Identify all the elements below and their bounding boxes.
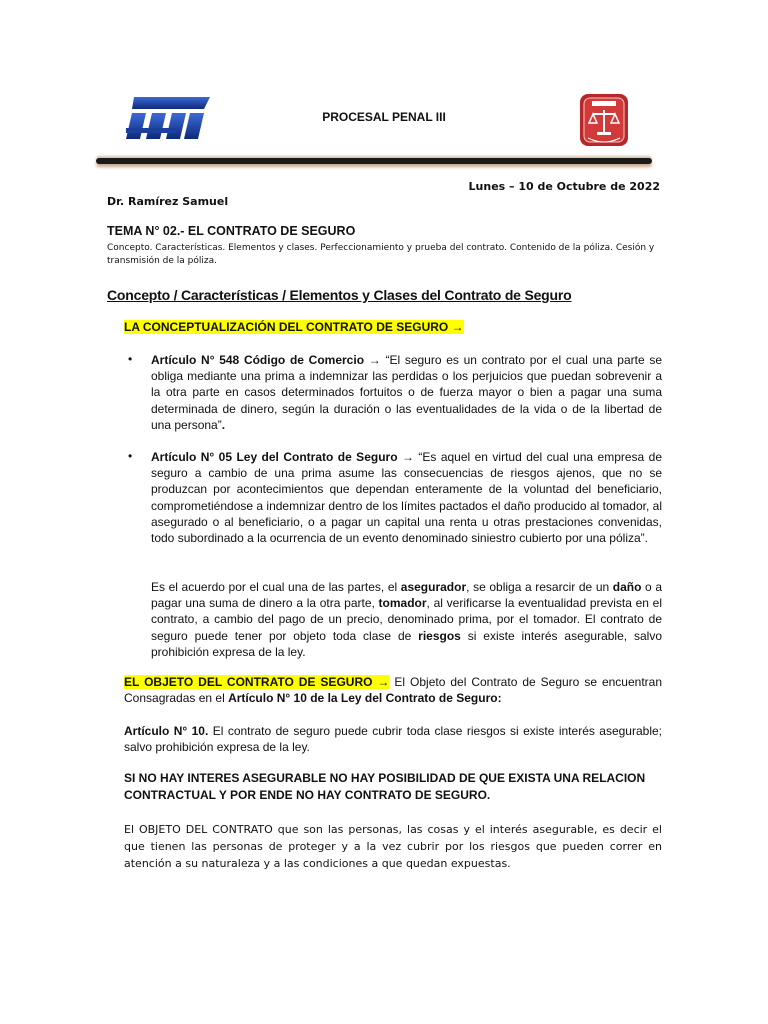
bold-term-riesgos: riesgos [418,628,461,643]
period: . [644,531,649,546]
bullet-dot: • [128,352,133,366]
definition-paragraph [151,579,662,660]
text-run: , al verificarse la eventualidad prevista en el contrato, a cambio del pago de un precio, denominado prima, por el tomador. El contrato de seguro puede tener por objeto toda clase de [151,596,662,643]
highlighted-heading: EL OBJETO DEL CONTRATO DE SEGURO → [124,675,390,689]
arrow-icon: → [397,450,419,464]
text-run: El contrato de seguro puede cubrir toda clase riesgos si existe interés asegurable; salvo prohibición expresa de la ley. [124,724,662,755]
article-reference: Artículo N° 548 Código de Comercio [151,353,365,367]
author-name: Dr. Ramírez Samuel [107,195,229,208]
article-reference: Artículo N° 10. [124,724,209,738]
emphasis-paragraph: SI NO HAY INTERES ASEGURABLE NO HAY POSIBILIDAD DE QUE EXISTA UNA RELACION CONTRACTUAL Y POR ENDE NO HAY CONTRATO DE SEGURO. [124,771,646,802]
highlighted-heading: LA CONCEPTUALIZACIÓN DEL CONTRATO DE SEGURO → [124,320,464,334]
article-10-paragraph [124,723,662,755]
document-date: Lunes – 10 de Octubre de 2022 [468,180,660,193]
bold-term-asegurador: asegurador [400,580,467,594]
period: . [221,417,226,432]
article-reference: Artículo N° 10 de la Ley del Contrato de Seguro: [228,691,502,706]
article-quote: “Es aquel en virtud del cual una empresa de seguro a cambio de una prima asume las consecuencias de riesgos ajenos, que no se produzcan por acontecimientos que dependan enteramente de la voluntad del beneficiario, comprometiéndose a indemnizar dentro de los límites pactados el daño producido al tomador, al asegurado o al beneficiario, o a pagar un capital una renta u otras prestaciones convenidas, todo subordinado a la ocurrencia de un evento denominado siniestro cubierto por una póliza” [151,450,663,546]
text-run: El Objeto del Contrato de Seguro se encuentran Consagradas en el [124,675,663,706]
bold-term-tomador: tomador [378,596,427,611]
text-run: si existe interés asegurable, salvo prohibición expresa de la ley. [151,628,662,659]
text-run: , se obliga a resarcir de un [466,580,613,594]
topic-title: TEMA N° 02.- EL CONTRATO DE SEGURO [107,224,356,238]
usm-law-faculty-seal-icon [578,92,630,148]
section-title: Concepto / Características / Elementos y Clases del Contrato de Seguro [107,287,572,303]
arrow-icon: → [364,353,386,367]
text-run: o a pagar una suma de dinero a la otra parte, [151,580,663,611]
object-paragraph [124,674,662,706]
bold-term-dano: daño [612,580,642,594]
bullet-dot: • [128,449,133,463]
subsection-heading [124,320,464,334]
bullet-paragraph-art548 [151,352,662,433]
topic-subjects: Concepto. Características. Elementos y clases. Perfeccionamiento y prueba del contrato. Contenido de la póliza. Cesión y transmisión de la póliza. [107,243,655,266]
closing-paragraph: El OBJETO DEL CONTRATO que son las personas, las cosas y el interés asegurable, es decir el que tienen las personas de proteger y a la vez cubrir por los riesgos que pueden correr en atención a su naturaleza y a las condiciones a que quedan expuestas. [124,823,662,870]
header-divider [96,158,652,164]
text-run: Es el acuerdo por el cual una de las partes, el [151,580,401,594]
article-reference: Artículo N° 05 Ley del Contrato de Seguro [151,450,398,464]
article-quote: “El seguro es un contrato por el cual una parte se obliga mediante una prima a indemnizar las perdidas o los perjuicios que puedan sobrevenir a la otra parte en casos determinados fortuitos o de fuerza mayor o bien a pagar una suma determinada de dinero, según la duración o las eventualidades de la vida o de la libertad de una persona” [151,353,662,432]
bullet-paragraph-art05 [151,449,662,546]
document-header-title: PROCESAL PENAL III [322,110,446,124]
